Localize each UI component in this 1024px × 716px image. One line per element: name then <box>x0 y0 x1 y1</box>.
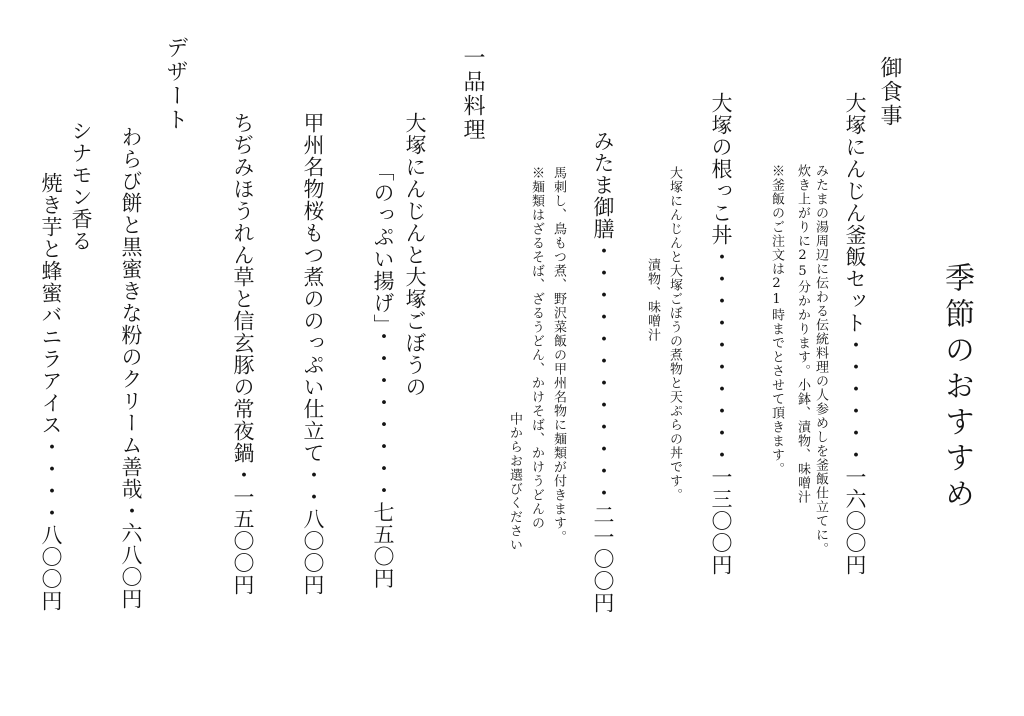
section-heading-dessert: デザート <box>163 36 188 132</box>
menu-item-warabimochi: わらび餅と黒蜜きな粉のクリーム善哉・六八〇円 <box>119 126 143 610</box>
menu-item-jouyanabe: ちぢみほうれん草と信玄豚の常夜鍋・一五〇〇円 <box>231 112 255 596</box>
menu-note: 漬物、味噌汁 <box>645 258 660 342</box>
menu-note: ※麺類はざるそば、ざるうどん、かけそば、かけうどんの <box>529 166 544 530</box>
menu-note: 炊き上がりに25分かかります。小鉢、漬物、味噌汁 <box>795 164 810 504</box>
section-heading-a-la-carte: 一品料理 <box>460 46 485 142</box>
page-title: 季節のおすすめ <box>939 262 974 514</box>
menu-note: みたまの湯周辺に伝わる伝統料理の人参めしを釜飯仕立てに。 <box>813 164 828 556</box>
menu-note: 馬刺し、鳥もつ煮、野沢菜飯の甲州名物に麺類が付きます。 <box>551 166 566 544</box>
menu-item-noppui-age-line1: 大塚にんじんと大塚ごぼうの <box>403 112 427 398</box>
menu-item-mitama-gozen: みたま御膳・・・・・・・・・・・・二一〇〇円 <box>591 130 615 614</box>
menu-item-yakiimo-line2: 焼き芋と蜂蜜バニラアイス・・・・八〇〇円 <box>39 172 63 612</box>
menu-item-sakura-motsuni: 甲州名物桜もつ煮ののっぷい仕立て・・八〇〇円 <box>301 112 325 596</box>
menu-note: 大塚にんじんと大塚ごぼうの煮物と天ぷらの丼です。 <box>667 166 682 502</box>
menu-item-yakiimo-line1: シナモン香る <box>69 120 93 252</box>
menu-item-kamameshi-set: 大塚にんじん釜飯セット・・・・・・一六〇〇円 <box>843 92 867 576</box>
menu-note: ※釜飯のご注文は21時までとさせて頂きます。 <box>769 164 784 476</box>
section-heading-meal: 御食事 <box>877 56 902 128</box>
menu-note: 中からお選びください <box>507 412 522 552</box>
menu-item-noppui-age-line2: 「のっぷい揚げ」・・・・・・・・七五〇円 <box>371 160 395 590</box>
menu-item-nekko-don: 大塚の根っこ丼・・・・・・・・・・一三〇〇円 <box>709 92 733 576</box>
